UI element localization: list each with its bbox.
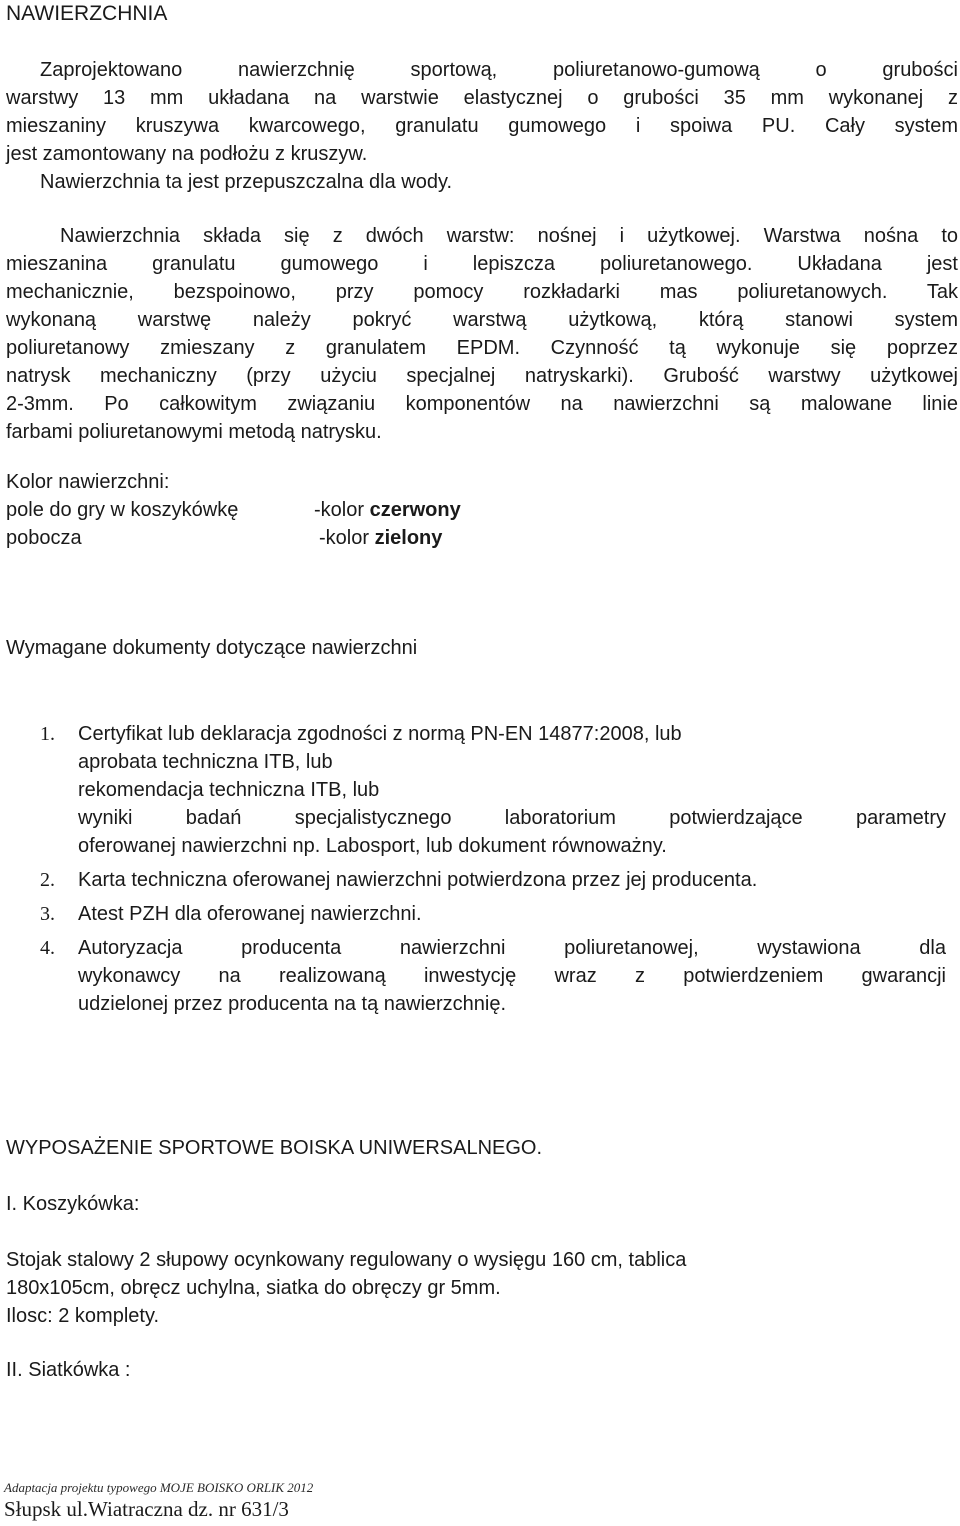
list-item (6, 900, 946, 928)
paragraph-surface-layers (6, 222, 958, 446)
color-value: zielony (374, 527, 443, 549)
color-prefix: -kolor (314, 499, 365, 521)
surface-colors (6, 468, 958, 552)
text-line: wykonawcy na realizowaną inwestycję wraz z potwierdzeniem gwarancji (78, 965, 946, 987)
color-area: pobocza (6, 527, 82, 549)
section-volleyball-heading: II. Siatkówka : (6, 1359, 131, 1381)
text-line: jest zamontowany na podłożu z kruszyw. (6, 143, 368, 165)
text-line: mechanicznie, bezspoinowo, przy pomocy rozkładarki mas poliuretanowych. Tak (6, 281, 958, 303)
section-basketball-heading: I. Koszykówka: (6, 1193, 140, 1215)
documents-list (6, 720, 946, 1024)
list-item (6, 866, 946, 894)
text-line: Ilosc: 2 komplety. (6, 1305, 160, 1327)
text-line: farbami poliuretanowymi metodą natrysku. (6, 421, 382, 443)
color-area: pole do gry w koszykówkę (6, 499, 239, 521)
paragraph-surface-description (6, 56, 958, 196)
color-value: czerwony (369, 499, 461, 521)
text-line: Nawierzchnia ta jest przepuszczalna dla wody. (40, 171, 453, 193)
page-footer (4, 1480, 313, 1522)
footer-project-note: Adaptacja projektu typowego MOJE BOISKO ORLIK 2012 (4, 1480, 314, 1495)
color-row (6, 496, 958, 524)
colors-heading: Kolor nawierzchni: (6, 471, 170, 493)
text-line: aprobata techniczna ITB, lub (78, 751, 333, 773)
documents-heading: Wymagane dokumenty dotyczące nawierzchni (6, 637, 418, 659)
text-line: warstwy 13 mm układana na warstwie elastycznej o grubości 35 mm wykonanej z (6, 87, 958, 109)
text-line: rekomendacja techniczna ITB, lub (78, 779, 380, 801)
list-item-number: 3. (40, 903, 55, 925)
list-item-number: 2. (40, 869, 55, 891)
list-item (6, 934, 946, 1018)
text-line: Autoryzacja producenta nawierzchni poliuretanowej, wystawiona dla (78, 937, 946, 959)
color-prefix: -kolor (319, 527, 370, 549)
equipment-heading: WYPOSAŻENIE SPORTOWE BOISKA UNIWERSALNEGO. (6, 1137, 543, 1159)
text-line: natrysk mechaniczny (przy użyciu specjalnej natryskarki). Grubość warstwy użytkowej (6, 365, 958, 387)
text-line: Zaprojektowano nawierzchnię sportową, poliuretanowo-gumową o grubości (40, 59, 958, 81)
list-item (6, 720, 946, 860)
text-line: 2-3mm. Po całkowitym związaniu komponentów na nawierzchni są malowane linie (6, 393, 958, 415)
text-line: Nawierzchnia składa się z dwóch warstw: nośnej i użytkowej. Warstwa nośna to (60, 225, 958, 247)
text-line: mieszanina granulatu gumowego i lepiszcza poliuretanowego. Układana jest (6, 253, 958, 275)
text-line: udzielonej przez producenta na tą nawierzchnię. (78, 993, 507, 1015)
text-line: wyniki badań specjalistycznego laboratorium potwierdzające parametry (78, 807, 946, 829)
text-line: Atest PZH dla oferowanej nawierzchni. (78, 903, 422, 925)
color-row (6, 524, 958, 552)
section-title-nawierzchnia: NAWIERZCHNIA (6, 2, 168, 25)
text-line: oferowanej nawierzchni np. Labosport, lub dokument równoważny. (78, 835, 667, 857)
text-line: 180x105cm, obręcz uchylna, siatka do obręczy gr 5mm. (6, 1277, 501, 1299)
basketball-description (6, 1246, 958, 1330)
list-item-number: 4. (40, 937, 55, 959)
text-line: Karta techniczna oferowanej nawierzchni potwierdzona przez jej producenta. (78, 869, 758, 891)
text-line: poliuretanowy zmieszany z granulatem EPDM. Czynność tą wykonuje się poprzez (6, 337, 958, 359)
list-item-number: 1. (40, 723, 55, 745)
text-line: wykonaną warstwę należy pokryć warstwą użytkową, którą stanowi system (6, 309, 958, 331)
text-line: Stojak stalowy 2 słupowy ocynkowany regulowany o wysięgu 160 cm, tablica (6, 1249, 687, 1271)
text-line: Certyfikat lub deklaracja zgodności z normą PN-EN 14877:2008, lub (78, 723, 682, 745)
text-line: mieszaniny kruszywa kwarcowego, granulatu gumowego i spoiwa PU. Cały system (6, 115, 958, 137)
footer-location: Słupsk ul.Wiatraczna dz. nr 631/3 (4, 1497, 289, 1521)
